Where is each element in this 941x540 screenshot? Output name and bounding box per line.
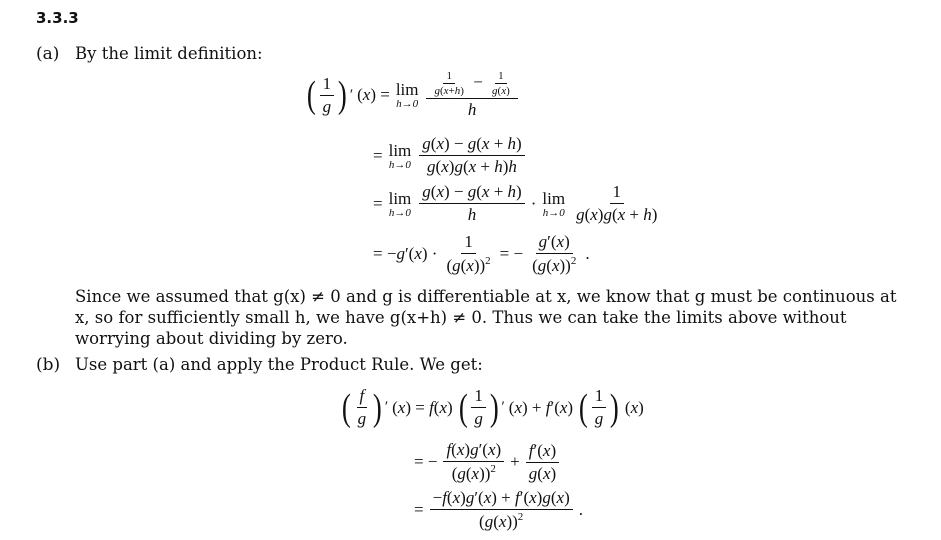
part-b-intro: Use part (a) and apply the Product Rule. We get:	[75, 355, 483, 374]
equation-a-line-4: = −g′(x) · $\frac{1}{(g(x))^2}$ = − $\frac{g'(x)}{(g(x))^2}$ .	[373, 232, 590, 275]
equation-a-line-1: ( $\frac{1}{g}$ ) ′ (x) = lim h→0 $\frac{1}{g(x+h)}$ − $\frac{1}{g(x)}$ h	[305, 70, 520, 120]
section-number: 3.3.3	[36, 9, 79, 27]
equation-b-line-3: = $\frac{-f(x)g'(x) + f'(x)g(x)}{(g(x))^2}$ .	[414, 488, 583, 531]
part-a-intro: By the limit definition:	[75, 44, 263, 63]
part-a-label: (a)	[36, 44, 60, 64]
equation-b-line-1: ( $\frac{f}{g}$ ) ′ (x) = f(x) ( $\frac{1}{g}$ ) ′ (x) + f′(x) ( $\frac{1}{g}$ ) (x)	[341, 386, 644, 429]
equation-b-line-2: = − $\frac{f(x)g'(x)}{(g(x))^2}$ + $\frac{f'(x)}{g(x)}$	[414, 440, 561, 484]
equation-a-line-3: = lim h→0 $\frac{g(x) - g(x + h)}{h}$ · lim h→0 $\frac{1}{g(x)g(x + h)}$	[373, 182, 658, 224]
part-b-label: (b)	[36, 355, 61, 375]
equation-a-line-2: = lim h→0 $\frac{g(x) - g(x + h)}{g(x)g(x + h)h}$	[373, 134, 527, 177]
part-a-explanation: Since we assumed that g(x) ≠ 0 and g is differentiable at x, we know that g must be continuous at x, so for sufficiently small h, we have g(x+h) ≠ 0. Thus we can take the limits above without worrying about dividing by zero.	[75, 287, 897, 348]
